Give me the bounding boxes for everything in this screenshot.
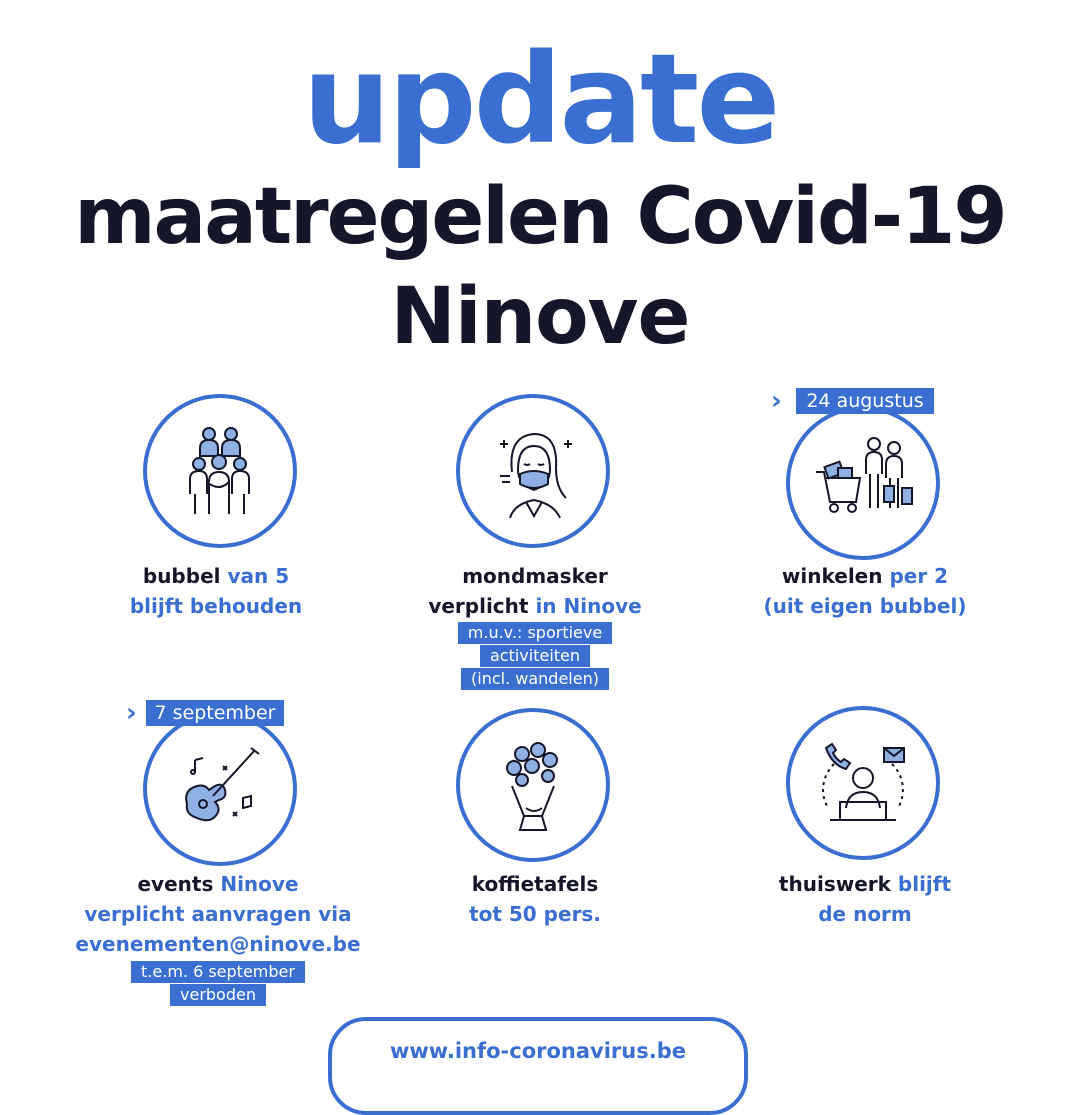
face-mask-icon xyxy=(460,398,606,544)
events-label: events xyxy=(137,872,214,896)
bubble-icon-circle xyxy=(143,394,297,548)
mask-exceptions xyxy=(396,621,674,690)
coffee-icon-circle xyxy=(456,708,610,862)
mask-note-3: (incl. wandelen) xyxy=(461,668,609,690)
chevron-right-icon: › xyxy=(126,698,137,728)
homework-caption xyxy=(720,869,1010,929)
shopping-label: winkelen xyxy=(781,564,883,588)
footer-url-link[interactable]: www.info-coronavirus.be xyxy=(390,1039,686,1063)
homework-stays: blijft xyxy=(897,872,952,896)
events-note-2: verboden xyxy=(170,984,266,1006)
events-requirement: verplicht aanvragen via xyxy=(84,902,352,926)
flower-bouquet-icon xyxy=(460,712,606,858)
coffee-caption xyxy=(396,869,674,929)
coffee-label: koffietafels xyxy=(471,872,599,896)
mask-note-2: activiteiten xyxy=(480,645,590,667)
bubble-label: bubbel xyxy=(142,564,221,588)
shopping-date-tag: 24 augustus xyxy=(796,388,934,414)
shopping-icon-circle xyxy=(786,406,940,560)
bubble-size: van 5 xyxy=(227,564,290,588)
mask-required: verplicht xyxy=(428,594,529,618)
events-location: Ninove xyxy=(220,872,299,896)
homework-label: thuiswerk xyxy=(778,872,891,896)
shopping-cart-icon xyxy=(790,410,936,556)
page-subtitle-city: Ninove xyxy=(390,272,690,362)
events-notes xyxy=(60,960,376,1006)
title-update: update xyxy=(302,28,778,172)
coffee-limit: tot 50 pers. xyxy=(469,902,601,926)
bubble-status: blijft behouden xyxy=(129,594,303,618)
mask-location: in Ninove xyxy=(535,594,642,618)
shopping-caption xyxy=(720,561,1010,621)
guitar-music-icon xyxy=(147,716,293,862)
events-icon-circle xyxy=(143,712,297,866)
events-email: evenementen@ninove.be xyxy=(75,932,361,956)
mask-caption xyxy=(396,561,674,621)
events-caption xyxy=(60,869,376,959)
page-title: maatregelen Covid-19 xyxy=(74,172,1006,262)
home-office-icon xyxy=(790,710,936,856)
shopping-detail: (uit eigen bubbel) xyxy=(763,594,967,618)
events-date-tag: 7 september xyxy=(146,700,284,726)
events-note-1: t.e.m. 6 september xyxy=(131,961,305,983)
mask-icon-circle xyxy=(456,394,610,548)
mask-label: mondmasker xyxy=(462,564,608,588)
chevron-right-icon: › xyxy=(771,386,782,416)
shopping-count: per 2 xyxy=(889,564,949,588)
homework-icon-circle xyxy=(786,706,940,860)
footer-url-box xyxy=(328,1017,748,1115)
group-people-icon xyxy=(147,398,293,544)
homework-norm: de norm xyxy=(818,902,912,926)
mask-note-1: m.u.v.: sportieve xyxy=(458,622,612,644)
bubble-caption xyxy=(90,561,342,621)
